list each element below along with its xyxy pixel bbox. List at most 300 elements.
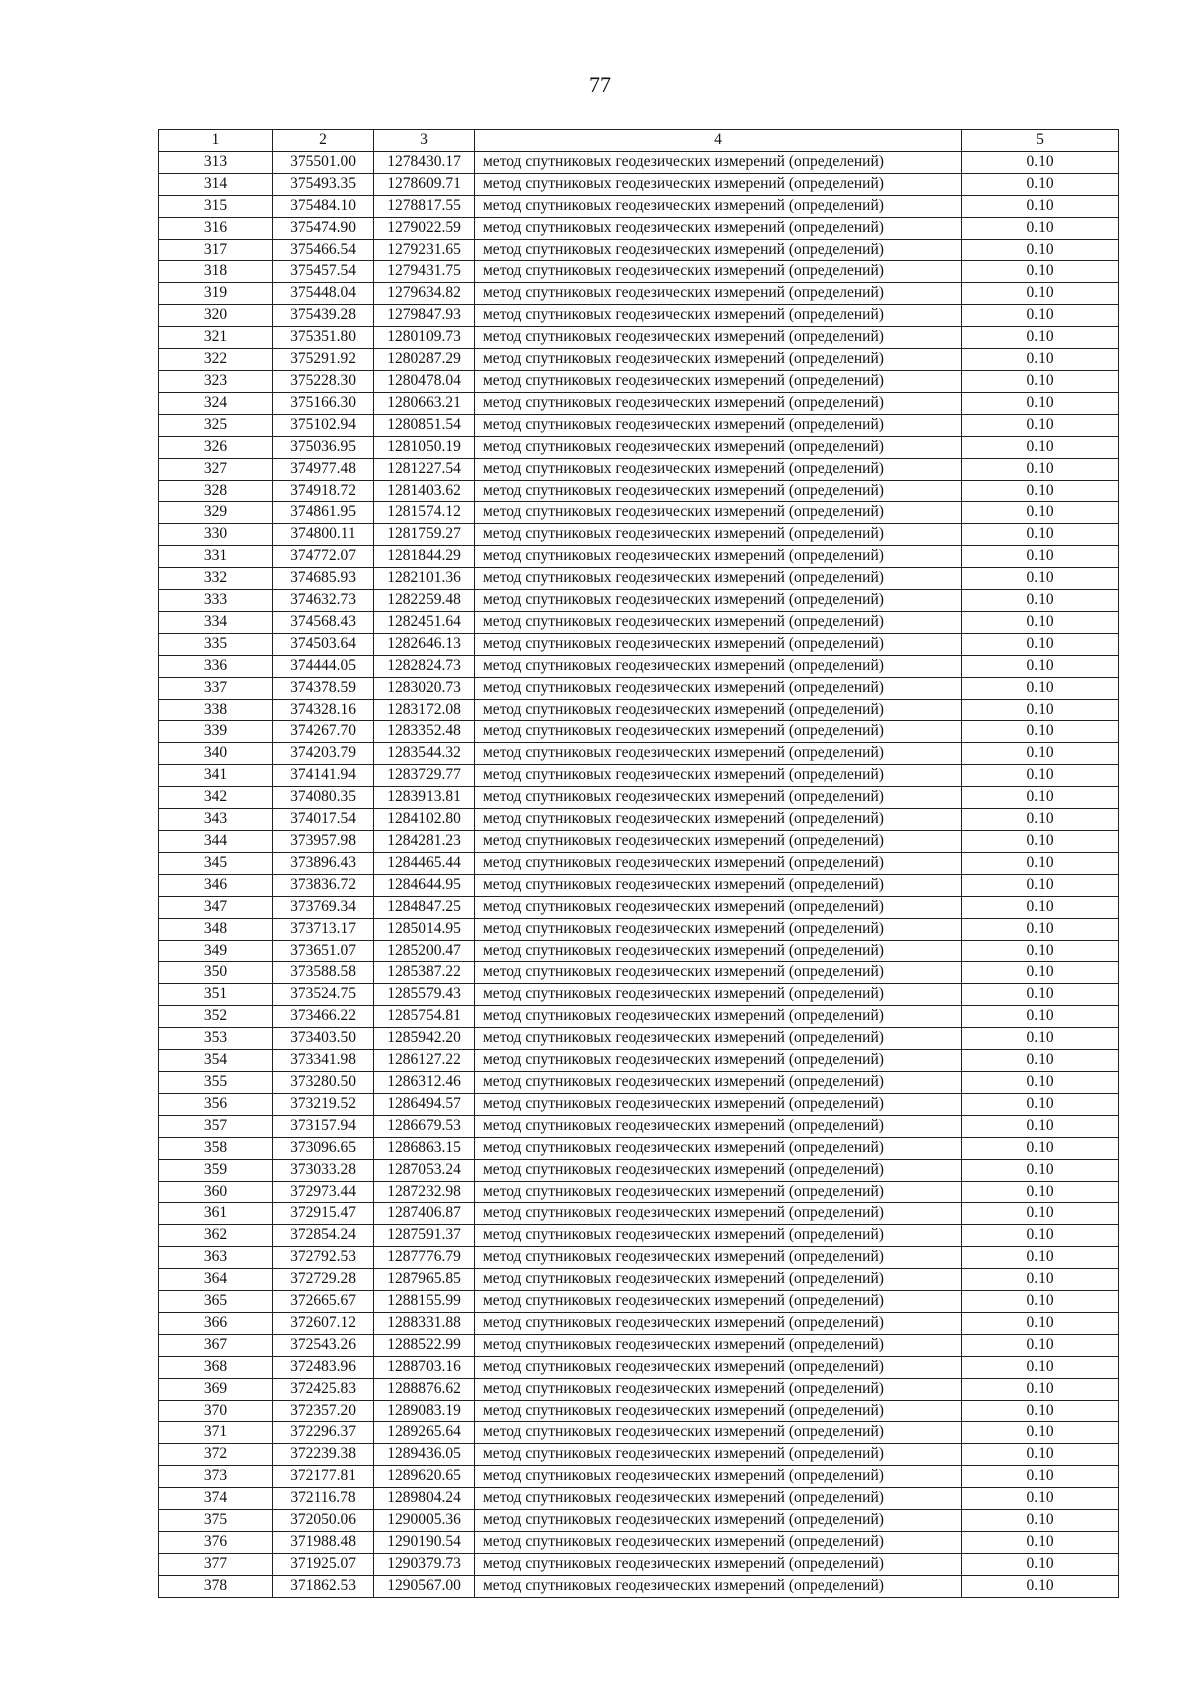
accuracy-cell: 0.10	[962, 1444, 1119, 1466]
point-number-cell: 329	[159, 502, 273, 524]
point-number-cell: 324	[159, 392, 273, 414]
table-row	[159, 721, 1119, 743]
point-number-cell: 352	[159, 1006, 273, 1028]
coordinate-x-cell: 373836.72	[273, 874, 374, 896]
accuracy-cell: 0.10	[962, 611, 1119, 633]
accuracy-cell: 0.10	[962, 1312, 1119, 1334]
coordinate-x-cell: 375466.54	[273, 239, 374, 261]
table-row	[159, 1137, 1119, 1159]
coordinate-x-cell: 374568.43	[273, 611, 374, 633]
coordinate-y-cell: 1287053.24	[374, 1159, 475, 1181]
point-number-cell: 373	[159, 1466, 273, 1488]
accuracy-cell: 0.10	[962, 524, 1119, 546]
coordinate-y-cell: 1283544.32	[374, 743, 475, 765]
table-row	[159, 1225, 1119, 1247]
coordinate-x-cell: 375501.00	[273, 151, 374, 173]
table-row	[159, 940, 1119, 962]
accuracy-cell: 0.10	[962, 1050, 1119, 1072]
method-cell: метод спутниковых геодезических измерений (определений)	[475, 217, 962, 239]
point-number-cell: 332	[159, 568, 273, 590]
point-number-cell: 370	[159, 1400, 273, 1422]
point-number-cell: 313	[159, 151, 273, 173]
coordinate-y-cell: 1282101.36	[374, 568, 475, 590]
accuracy-cell: 0.10	[962, 1115, 1119, 1137]
coordinates-table	[158, 129, 1119, 1598]
table-row	[159, 568, 1119, 590]
coordinate-x-cell: 374141.94	[273, 765, 374, 787]
coordinate-y-cell: 1281403.62	[374, 480, 475, 502]
method-cell: метод спутниковых геодезических измерений (определений)	[475, 590, 962, 612]
point-number-cell: 341	[159, 765, 273, 787]
table-row	[159, 1050, 1119, 1072]
table-row	[159, 633, 1119, 655]
coordinate-y-cell: 1284281.23	[374, 831, 475, 853]
coordinate-y-cell: 1278817.55	[374, 195, 475, 217]
accuracy-cell: 0.10	[962, 283, 1119, 305]
accuracy-cell: 0.10	[962, 655, 1119, 677]
coordinate-x-cell: 371925.07	[273, 1553, 374, 1575]
point-number-cell: 344	[159, 831, 273, 853]
coordinate-x-cell: 372792.53	[273, 1247, 374, 1269]
coordinate-x-cell: 374378.59	[273, 677, 374, 699]
coordinate-y-cell: 1286679.53	[374, 1115, 475, 1137]
accuracy-cell: 0.10	[962, 1510, 1119, 1532]
coordinate-x-cell: 372483.96	[273, 1356, 374, 1378]
coordinate-x-cell: 375166.30	[273, 392, 374, 414]
coordinate-y-cell: 1282259.48	[374, 590, 475, 612]
table-row	[159, 1006, 1119, 1028]
table-row	[159, 1575, 1119, 1597]
coordinate-y-cell: 1285387.22	[374, 962, 475, 984]
method-cell: метод спутниковых геодезических измерений (определений)	[475, 195, 962, 217]
accuracy-cell: 0.10	[962, 1159, 1119, 1181]
point-number-cell: 320	[159, 305, 273, 327]
table-row	[159, 1422, 1119, 1444]
coordinate-y-cell: 1280287.29	[374, 349, 475, 371]
accuracy-cell: 0.10	[962, 1291, 1119, 1313]
table-row	[159, 677, 1119, 699]
coordinate-x-cell: 373157.94	[273, 1115, 374, 1137]
method-cell: метод спутниковых геодезических измерений (определений)	[475, 1159, 962, 1181]
coordinate-x-cell: 374685.93	[273, 568, 374, 590]
point-number-cell: 333	[159, 590, 273, 612]
coordinate-y-cell: 1289265.64	[374, 1422, 475, 1444]
coordinate-y-cell: 1281227.54	[374, 458, 475, 480]
accuracy-cell: 0.10	[962, 677, 1119, 699]
method-cell: метод спутниковых геодезических измерений (определений)	[475, 349, 962, 371]
coordinate-x-cell: 374080.35	[273, 787, 374, 809]
coordinate-y-cell: 1280851.54	[374, 414, 475, 436]
table-row	[159, 1115, 1119, 1137]
method-cell: метод спутниковых геодезических измерений (определений)	[475, 1488, 962, 1510]
point-number-cell: 336	[159, 655, 273, 677]
coordinate-y-cell: 1289436.05	[374, 1444, 475, 1466]
accuracy-cell: 0.10	[962, 217, 1119, 239]
coordinate-x-cell: 374800.11	[273, 524, 374, 546]
method-cell: метод спутниковых геодезических измерений (определений)	[475, 1093, 962, 1115]
method-cell: метод спутниковых геодезических измерений (определений)	[475, 699, 962, 721]
point-number-cell: 363	[159, 1247, 273, 1269]
coordinate-x-cell: 374632.73	[273, 590, 374, 612]
point-number-cell: 334	[159, 611, 273, 633]
accuracy-cell: 0.10	[962, 1093, 1119, 1115]
coordinate-y-cell: 1283913.81	[374, 787, 475, 809]
point-number-cell: 322	[159, 349, 273, 371]
accuracy-cell: 0.10	[962, 305, 1119, 327]
table-row	[159, 173, 1119, 195]
accuracy-cell: 0.10	[962, 1378, 1119, 1400]
coordinate-x-cell: 374503.64	[273, 633, 374, 655]
method-cell: метод спутниковых геодезических измерений (определений)	[475, 1356, 962, 1378]
point-number-cell: 321	[159, 327, 273, 349]
table-row	[159, 831, 1119, 853]
coordinate-x-cell: 374328.16	[273, 699, 374, 721]
coordinate-x-cell: 373713.17	[273, 918, 374, 940]
coordinate-x-cell: 375439.28	[273, 305, 374, 327]
coordinate-x-cell: 374267.70	[273, 721, 374, 743]
point-number-cell: 357	[159, 1115, 273, 1137]
method-cell: метод спутниковых геодезических измерений (определений)	[475, 1312, 962, 1334]
table-row	[159, 1466, 1119, 1488]
method-cell: метод спутниковых геодезических измерений (определений)	[475, 436, 962, 458]
accuracy-cell: 0.10	[962, 1334, 1119, 1356]
method-cell: метод спутниковых геодезических измерений (определений)	[475, 370, 962, 392]
method-cell: метод спутниковых геодезических измерений (определений)	[475, 1291, 962, 1313]
table-row	[159, 349, 1119, 371]
accuracy-cell: 0.10	[962, 1400, 1119, 1422]
point-number-cell: 339	[159, 721, 273, 743]
point-number-cell: 372	[159, 1444, 273, 1466]
method-cell: метод спутниковых геодезических измерений (определений)	[475, 918, 962, 940]
coordinate-y-cell: 1285200.47	[374, 940, 475, 962]
coordinate-y-cell: 1279022.59	[374, 217, 475, 239]
point-number-cell: 348	[159, 918, 273, 940]
coordinate-x-cell: 375474.90	[273, 217, 374, 239]
point-number-cell: 314	[159, 173, 273, 195]
coordinate-y-cell: 1285014.95	[374, 918, 475, 940]
table-row	[159, 1093, 1119, 1115]
column-header-4: 4	[475, 130, 962, 152]
coordinate-x-cell: 374444.05	[273, 655, 374, 677]
coordinate-x-cell: 372543.26	[273, 1334, 374, 1356]
coordinate-y-cell: 1289804.24	[374, 1488, 475, 1510]
method-cell: метод спутниковых геодезических измерений (определений)	[475, 940, 962, 962]
table-header-row	[159, 130, 1119, 152]
table-row	[159, 1071, 1119, 1093]
coordinate-y-cell: 1284644.95	[374, 874, 475, 896]
method-cell: метод спутниковых геодезических измерений (определений)	[475, 1225, 962, 1247]
coordinate-y-cell: 1284847.25	[374, 896, 475, 918]
coordinate-y-cell: 1280478.04	[374, 370, 475, 392]
accuracy-cell: 0.10	[962, 151, 1119, 173]
point-number-cell: 335	[159, 633, 273, 655]
table-row	[159, 370, 1119, 392]
table-row	[159, 896, 1119, 918]
accuracy-cell: 0.10	[962, 239, 1119, 261]
table-row	[159, 502, 1119, 524]
table-row	[159, 458, 1119, 480]
point-number-cell: 358	[159, 1137, 273, 1159]
accuracy-cell: 0.10	[962, 1575, 1119, 1597]
coordinate-x-cell: 372854.24	[273, 1225, 374, 1247]
method-cell: метод спутниковых геодезических измерений (определений)	[475, 261, 962, 283]
method-cell: метод спутниковых геодезических измерений (определений)	[475, 984, 962, 1006]
coordinate-y-cell: 1280663.21	[374, 392, 475, 414]
accuracy-cell: 0.10	[962, 261, 1119, 283]
table-row	[159, 1291, 1119, 1313]
column-header-1: 1	[159, 130, 273, 152]
point-number-cell: 323	[159, 370, 273, 392]
coordinate-x-cell: 371862.53	[273, 1575, 374, 1597]
coordinate-y-cell: 1280109.73	[374, 327, 475, 349]
point-number-cell: 371	[159, 1422, 273, 1444]
point-number-cell: 343	[159, 809, 273, 831]
table-row	[159, 1510, 1119, 1532]
method-cell: метод спутниковых геодезических измерений (определений)	[475, 1400, 962, 1422]
page-number: 77	[589, 72, 611, 97]
point-number-cell: 318	[159, 261, 273, 283]
column-header-3: 3	[374, 130, 475, 152]
coordinate-x-cell: 373341.98	[273, 1050, 374, 1072]
coordinate-x-cell: 375102.94	[273, 414, 374, 436]
accuracy-cell: 0.10	[962, 1006, 1119, 1028]
method-cell: метод спутниковых геодезических измерений (определений)	[475, 327, 962, 349]
coordinate-y-cell: 1285579.43	[374, 984, 475, 1006]
coordinate-x-cell: 373096.65	[273, 1137, 374, 1159]
coordinate-x-cell: 374861.95	[273, 502, 374, 524]
method-cell: метод спутниковых геодезических измерений (определений)	[475, 1050, 962, 1072]
method-cell: метод спутниковых геодезических измерений (определений)	[475, 1071, 962, 1093]
table-row	[159, 239, 1119, 261]
point-number-cell: 326	[159, 436, 273, 458]
coordinate-x-cell: 372296.37	[273, 1422, 374, 1444]
table-row	[159, 1159, 1119, 1181]
accuracy-cell: 0.10	[962, 1488, 1119, 1510]
coordinate-y-cell: 1281574.12	[374, 502, 475, 524]
table-row	[159, 1028, 1119, 1050]
method-cell: метод спутниковых геодезических измерений (определений)	[475, 1510, 962, 1532]
coordinate-x-cell: 373896.43	[273, 852, 374, 874]
table-row	[159, 414, 1119, 436]
table-row	[159, 480, 1119, 502]
accuracy-cell: 0.10	[962, 502, 1119, 524]
coordinate-x-cell: 375291.92	[273, 349, 374, 371]
accuracy-cell: 0.10	[962, 852, 1119, 874]
table-row	[159, 611, 1119, 633]
method-cell: метод спутниковых геодезических измерений (определений)	[475, 633, 962, 655]
accuracy-cell: 0.10	[962, 1356, 1119, 1378]
accuracy-cell: 0.10	[962, 546, 1119, 568]
accuracy-cell: 0.10	[962, 1028, 1119, 1050]
coordinate-x-cell: 374203.79	[273, 743, 374, 765]
coordinate-y-cell: 1287965.85	[374, 1269, 475, 1291]
accuracy-cell: 0.10	[962, 1203, 1119, 1225]
coordinate-y-cell: 1286312.46	[374, 1071, 475, 1093]
method-cell: метод спутниковых геодезических измерений (определений)	[475, 721, 962, 743]
coordinate-y-cell: 1282451.64	[374, 611, 475, 633]
table-row	[159, 1532, 1119, 1554]
coordinate-x-cell: 374918.72	[273, 480, 374, 502]
accuracy-cell: 0.10	[962, 831, 1119, 853]
coordinate-x-cell: 372425.83	[273, 1378, 374, 1400]
coordinate-y-cell: 1286863.15	[374, 1137, 475, 1159]
coordinate-y-cell: 1290005.36	[374, 1510, 475, 1532]
coordinate-y-cell: 1281759.27	[374, 524, 475, 546]
coordinate-x-cell: 375457.54	[273, 261, 374, 283]
method-cell: метод спутниковых геодезических измерений (определений)	[475, 831, 962, 853]
table-row	[159, 1553, 1119, 1575]
table-row	[159, 1312, 1119, 1334]
accuracy-cell: 0.10	[962, 743, 1119, 765]
method-cell: метод спутниковых геодезических измерений (определений)	[475, 546, 962, 568]
method-cell: метод спутниковых геодезических измерений (определений)	[475, 962, 962, 984]
table-row	[159, 1488, 1119, 1510]
coordinate-y-cell: 1290567.00	[374, 1575, 475, 1597]
coordinate-y-cell: 1278609.71	[374, 173, 475, 195]
table-row	[159, 261, 1119, 283]
table-row	[159, 1181, 1119, 1203]
coordinate-x-cell: 375484.10	[273, 195, 374, 217]
point-number-cell: 330	[159, 524, 273, 546]
table-row	[159, 283, 1119, 305]
point-number-cell: 359	[159, 1159, 273, 1181]
coordinate-y-cell: 1287406.87	[374, 1203, 475, 1225]
coordinate-x-cell: 373588.58	[273, 962, 374, 984]
accuracy-cell: 0.10	[962, 896, 1119, 918]
coordinate-x-cell: 375493.35	[273, 173, 374, 195]
method-cell: метод спутниковых геодезических измерений (определений)	[475, 611, 962, 633]
point-number-cell: 315	[159, 195, 273, 217]
coordinate-x-cell: 372116.78	[273, 1488, 374, 1510]
method-cell: метод спутниковых геодезических измерений (определений)	[475, 809, 962, 831]
method-cell: метод спутниковых геодезических измерений (определений)	[475, 1334, 962, 1356]
accuracy-cell: 0.10	[962, 568, 1119, 590]
accuracy-cell: 0.10	[962, 1137, 1119, 1159]
coordinate-y-cell: 1287776.79	[374, 1247, 475, 1269]
coordinate-x-cell: 374772.07	[273, 546, 374, 568]
point-number-cell: 362	[159, 1225, 273, 1247]
method-cell: метод спутниковых геодезических измерений (определений)	[475, 480, 962, 502]
table-row	[159, 1400, 1119, 1422]
point-number-cell: 376	[159, 1532, 273, 1554]
point-number-cell: 353	[159, 1028, 273, 1050]
coordinate-x-cell: 372607.12	[273, 1312, 374, 1334]
point-number-cell: 349	[159, 940, 273, 962]
table-row	[159, 852, 1119, 874]
coordinate-y-cell: 1284465.44	[374, 852, 475, 874]
accuracy-cell: 0.10	[962, 392, 1119, 414]
accuracy-cell: 0.10	[962, 940, 1119, 962]
accuracy-cell: 0.10	[962, 1247, 1119, 1269]
point-number-cell: 354	[159, 1050, 273, 1072]
table-row	[159, 1269, 1119, 1291]
accuracy-cell: 0.10	[962, 633, 1119, 655]
point-number-cell: 317	[159, 239, 273, 261]
point-number-cell: 351	[159, 984, 273, 1006]
coordinate-x-cell: 373219.52	[273, 1093, 374, 1115]
accuracy-cell: 0.10	[962, 1269, 1119, 1291]
point-number-cell: 328	[159, 480, 273, 502]
table-row	[159, 546, 1119, 568]
method-cell: метод спутниковых геодезических измерений (определений)	[475, 1247, 962, 1269]
method-cell: метод спутниковых геодезических измерений (определений)	[475, 1378, 962, 1400]
coordinate-x-cell: 372177.81	[273, 1466, 374, 1488]
method-cell: метод спутниковых геодезических измерений (определений)	[475, 765, 962, 787]
coordinate-y-cell: 1279231.65	[374, 239, 475, 261]
accuracy-cell: 0.10	[962, 699, 1119, 721]
table-row	[159, 743, 1119, 765]
coordinate-y-cell: 1290379.73	[374, 1553, 475, 1575]
accuracy-cell: 0.10	[962, 918, 1119, 940]
coordinate-y-cell: 1290190.54	[374, 1532, 475, 1554]
table-row	[159, 195, 1119, 217]
point-number-cell: 360	[159, 1181, 273, 1203]
coordinate-y-cell: 1285754.81	[374, 1006, 475, 1028]
table-row	[159, 1356, 1119, 1378]
method-cell: метод спутниковых геодезических измерений (определений)	[475, 1181, 962, 1203]
accuracy-cell: 0.10	[962, 327, 1119, 349]
coordinate-y-cell: 1279634.82	[374, 283, 475, 305]
method-cell: метод спутниковых геодезических измерений (определений)	[475, 568, 962, 590]
coordinate-y-cell: 1288876.62	[374, 1378, 475, 1400]
method-cell: метод спутниковых геодезических измерений (определений)	[475, 896, 962, 918]
coordinate-y-cell: 1286494.57	[374, 1093, 475, 1115]
table-row	[159, 305, 1119, 327]
coordinate-x-cell: 374977.48	[273, 458, 374, 480]
point-number-cell: 368	[159, 1356, 273, 1378]
coordinate-y-cell: 1288331.88	[374, 1312, 475, 1334]
coordinate-x-cell: 372915.47	[273, 1203, 374, 1225]
coordinate-x-cell: 372357.20	[273, 1400, 374, 1422]
coordinate-x-cell: 373957.98	[273, 831, 374, 853]
method-cell: метод спутниковых геодезических измерений (определений)	[475, 458, 962, 480]
coordinate-x-cell: 371988.48	[273, 1532, 374, 1554]
table-row	[159, 1444, 1119, 1466]
method-cell: метод спутниковых геодезических измерений (определений)	[475, 524, 962, 546]
method-cell: метод спутниковых геодезических измерений (определений)	[475, 239, 962, 261]
method-cell: метод спутниковых геодезических измерений (определений)	[475, 1553, 962, 1575]
method-cell: метод спутниковых геодезических измерений (определений)	[475, 151, 962, 173]
coordinate-x-cell: 375448.04	[273, 283, 374, 305]
method-cell: метод спутниковых геодезических измерений (определений)	[475, 173, 962, 195]
coordinate-y-cell: 1288522.99	[374, 1334, 475, 1356]
accuracy-cell: 0.10	[962, 1225, 1119, 1247]
table-row	[159, 217, 1119, 239]
coordinate-y-cell: 1279431.75	[374, 261, 475, 283]
accuracy-cell: 0.10	[962, 765, 1119, 787]
point-number-cell: 319	[159, 283, 273, 305]
point-number-cell: 366	[159, 1312, 273, 1334]
point-number-cell: 377	[159, 1553, 273, 1575]
accuracy-cell: 0.10	[962, 1466, 1119, 1488]
point-number-cell: 331	[159, 546, 273, 568]
method-cell: метод спутниковых геодезических измерений (определений)	[475, 1575, 962, 1597]
accuracy-cell: 0.10	[962, 809, 1119, 831]
table-row	[159, 392, 1119, 414]
accuracy-cell: 0.10	[962, 1071, 1119, 1093]
point-number-cell: 361	[159, 1203, 273, 1225]
method-cell: метод спутниковых геодезических измерений (определений)	[475, 1422, 962, 1444]
table-row	[159, 524, 1119, 546]
coordinate-x-cell: 373403.50	[273, 1028, 374, 1050]
column-header-2: 2	[273, 130, 374, 152]
table-row	[159, 765, 1119, 787]
coordinate-x-cell: 372050.06	[273, 1510, 374, 1532]
coordinate-y-cell: 1285942.20	[374, 1028, 475, 1050]
coordinate-y-cell: 1289620.65	[374, 1466, 475, 1488]
coordinate-x-cell: 373466.22	[273, 1006, 374, 1028]
accuracy-cell: 0.10	[962, 1422, 1119, 1444]
